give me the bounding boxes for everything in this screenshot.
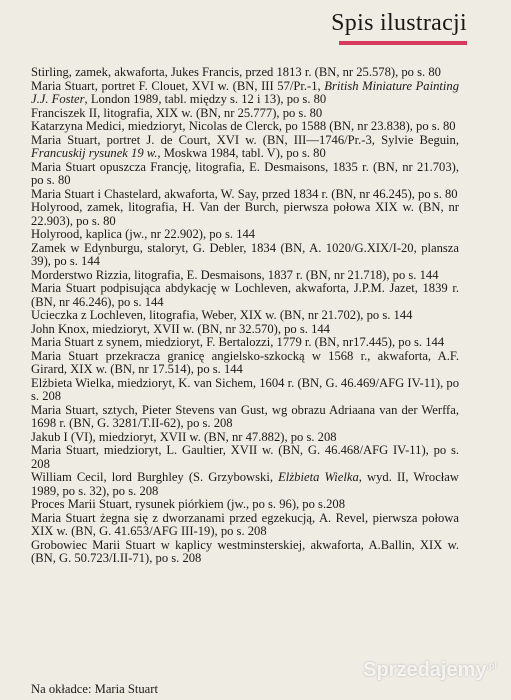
entry-text: Maria Stuart z synem, miedzioryt, F. Bertalozzi, 1779 r. (BN, nr17.445), po s. 144 xyxy=(31,335,445,349)
illustrations-list xyxy=(31,66,459,566)
entry-text: , Moskwa 1984, tabl. V), po s. 80 xyxy=(157,146,326,160)
entry-italic-title: Elżbieta Wielka xyxy=(278,470,359,484)
entry-text: Morderstwo Rizzia, litografia, E. Desmaisons, 1837 r. (BN, nr 21.718), po s. 144 xyxy=(31,267,439,282)
entry-text: Maria Stuart, portret F. Clouet, XVI w. (BN, III 57/Pr.-1, xyxy=(31,78,325,93)
page-header xyxy=(331,8,467,45)
illustration-entry xyxy=(31,282,459,309)
illustration-entry xyxy=(31,512,459,539)
illustration-entry xyxy=(31,323,459,337)
illustration-entry xyxy=(31,377,459,404)
entry-text: Stirling, zamek, akwaforta, Jukes Francis, przed 1813 r. (BN, nr 25.578), po s. 80 xyxy=(31,65,441,79)
entry-text: Maria Stuart opuszcza Francję, litografia, E. Desmaisons, 1835 r. (BN, nr 21.703), po s. 80 xyxy=(31,159,459,187)
illustration-entry xyxy=(31,161,459,188)
illustration-entry xyxy=(31,66,459,80)
entry-text: , London 1989, tabl. między s. 12 i 13), po s. 80 xyxy=(84,92,327,106)
entry-text: Maria Stuart podpisująca abdykację w Lochleven, akwaforta, J.P.M. Jazet, 1839 r. (BN, nr 46.246), po s. 144 xyxy=(31,281,459,309)
illustration-entry xyxy=(31,350,459,377)
entry-text: Maria Stuart, miedzioryt, L. Gaultier, XVII w. (BN, G. 46.468/AFG IV-11), po s. 208 xyxy=(31,443,459,471)
illustration-entry xyxy=(31,242,459,269)
illustration-entry xyxy=(31,309,459,323)
entry-text: Maria Stuart i Chastelard, akwaforta, W. Say, przed 1834 r. (BN, nr 46.245), po s. 80 xyxy=(31,186,458,201)
entry-italic-title: British Miniature Painting J.J. Foster xyxy=(31,78,459,106)
illustration-entry xyxy=(31,336,459,350)
illustration-entry xyxy=(31,444,459,471)
illustration-entry xyxy=(31,431,459,445)
entry-text: Grobowiec Marii Stuart w kaplicy westminsterskiej, akwaforta, A.Ballin, XIX w. (BN, G. 50.723/I.II-71), po s. 208 xyxy=(31,537,459,565)
illustration-entry xyxy=(31,498,459,512)
watermark-suffix: .pl xyxy=(486,660,497,671)
illustration-entry xyxy=(31,539,459,566)
illustration-entry xyxy=(31,201,459,228)
entry-text: Proces Marii Stuart, rysunek piórkiem (jw., po s. 96), po s.208 xyxy=(31,497,345,511)
entry-text: Elżbieta Wielka, miedzioryt, K. van Sichem, 1604 r. (BN, G. 46.469/AFG IV-11), po s. 208 xyxy=(31,375,459,403)
illustration-entry xyxy=(31,107,459,121)
entry-text: William Cecil, lord Burghley (S. Grzybowski, xyxy=(31,470,279,484)
entry-text: Zamek w Edynburgu, staloryt, G. Debler, 1834 (BN, A. 1020/G.XIX/I-20, plansza 39), po s. 144 xyxy=(31,240,459,268)
illustration-entry xyxy=(31,134,459,161)
illustration-entry xyxy=(31,228,459,242)
entry-text: Holyrood, kaplica (jw., nr 22.902), po s. 144 xyxy=(31,227,256,241)
illustration-entry xyxy=(31,471,459,498)
entry-text: Ucieczka z Lochleven, litografia, Weber, XIX w. (BN, nr 21.702), po s. 144 xyxy=(31,308,413,322)
watermark-text: Sprzedajemy xyxy=(363,659,487,681)
entry-italic-title: Francuskij rysunek 19 w. xyxy=(31,146,158,160)
entry-text: Katarzyna Medici, miedzioryt, Nicolas de Clerck, po 1588 (BN, nr 23.838), po s. 80 xyxy=(31,119,456,133)
entry-text: , wyd. II, Wrocław 1989, po s. 32), po s. 208 xyxy=(31,470,459,498)
illustration-entry xyxy=(31,404,459,431)
entry-text: Maria Stuart przekracza granicę angielsko-szkocką w 1568 r., akwaforta, A.F. Girard, XIX w. (BN, nr 17.514), po s. 144 xyxy=(31,348,459,376)
entry-text: Jakub I (VI), miedzioryt, XVII w. (BN, nr 47.882), po s. 208 xyxy=(31,429,337,444)
entry-text: Franciszek II, litografia, XIX w. (BN, nr 25.777), po s. 80 xyxy=(31,105,323,120)
entry-text: Maria Stuart, sztych, Pieter Stevens van Gust, wg obrazu Adriaana van der Werffa, 1698 r. (BN, G. 3281/T.II-62), po s. 208 xyxy=(31,402,459,430)
page-title: Spis ilustracji xyxy=(331,10,467,36)
illustration-entry xyxy=(31,269,459,283)
illustration-entry xyxy=(31,80,459,107)
entry-text: Maria Stuart żegna się z dworzanami przed egzekucją, A. Revel, pierwsza połowa XIX w. (BN, G. 41.653/AFG III-19), po s. 208 xyxy=(31,510,459,538)
title-accent-bar xyxy=(339,41,467,45)
entry-text: Maria Stuart, portret J. de Court, XVI w. (BN, III—1746/Pr.-3, Sylvie Beguin, xyxy=(31,132,459,147)
entry-text: Holyrood, zamek, litografia, H. Van der Burch, pierwsza połowa XIX w. (BN, nr 22.903), po s. 80 xyxy=(31,200,459,228)
cover-caption: Na okładce: Maria Stuart xyxy=(31,682,158,696)
illustration-entry xyxy=(31,188,459,202)
entry-text: John Knox, miedzioryt, XVII w. (BN, nr 32.570), po s. 144 xyxy=(31,321,330,336)
illustration-entry xyxy=(31,120,459,134)
watermark-logo xyxy=(363,659,497,682)
